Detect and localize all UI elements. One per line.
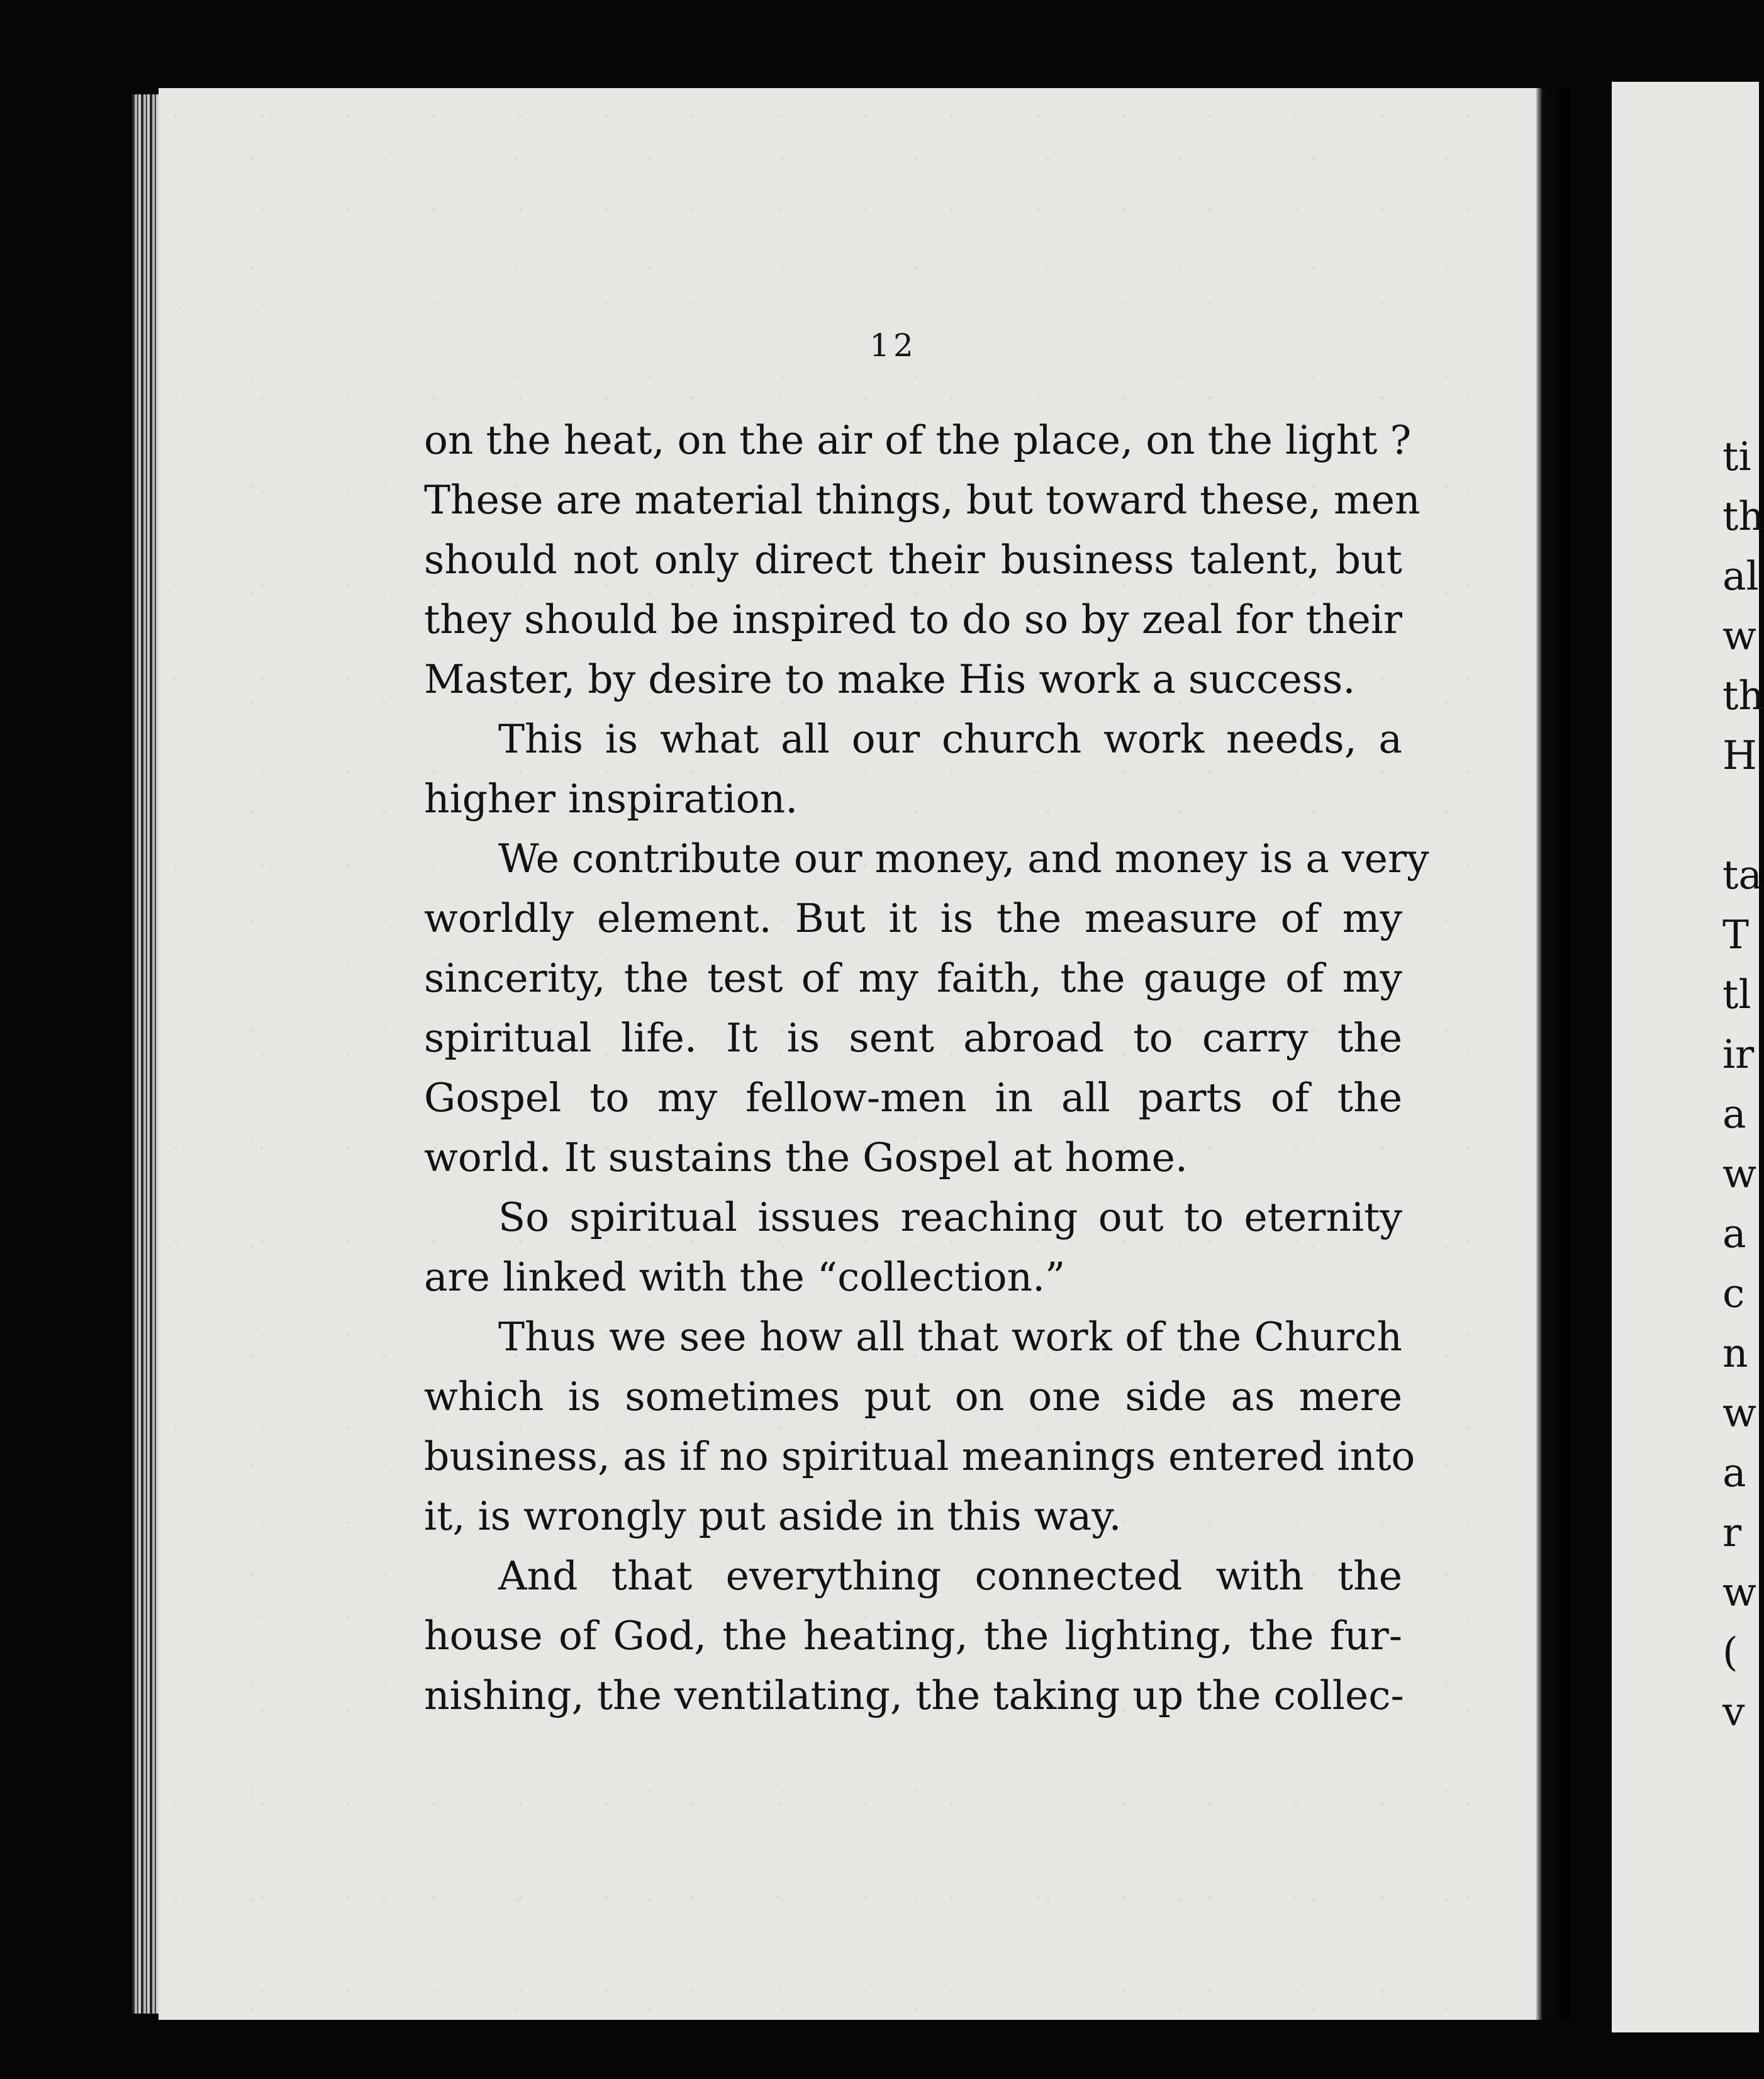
text-line: So spiritual issues reaching out to eternity — [498, 1194, 1402, 1240]
facing-page-fragment: ir — [1722, 1031, 1755, 1077]
page-text — [424, 410, 1429, 1725]
facing-page-fragment: al — [1722, 553, 1759, 599]
paragraph — [424, 829, 1429, 1187]
text-line: on the heat, on the air of the place, on the light ? — [424, 417, 1412, 463]
page-number: 12 — [869, 327, 917, 364]
facing-page-fragment: w — [1722, 1390, 1756, 1436]
paragraph — [424, 709, 1402, 829]
facing-page-fragment: th — [1722, 673, 1764, 719]
facing-page-fragment: c — [1722, 1270, 1745, 1316]
text-line: should not only direct their business talent, but — [424, 537, 1402, 583]
text-line: worldly element. But it is the measure of my — [424, 895, 1402, 941]
text-line: they should be inspired to do so by zeal for their — [424, 597, 1402, 642]
paragraph — [424, 1187, 1402, 1307]
text-line: And that everything connected with the — [498, 1553, 1402, 1599]
text-line: We contribute our money, and money is a very — [498, 836, 1429, 882]
paragraph — [424, 410, 1421, 709]
text-line: spiritual life. It is sent abroad to carry the — [424, 1015, 1402, 1061]
text-line: This is what all our church work needs, a — [498, 716, 1402, 762]
text-line: it, is wrongly put aside in this way. — [424, 1493, 1122, 1539]
text-line: Gospel to my fellow-men in all parts of the — [424, 1075, 1402, 1121]
facing-page-fragment: ti — [1722, 434, 1751, 479]
text-line: These are material things, but toward these, men — [424, 477, 1421, 523]
facing-page-fragment: a — [1722, 1211, 1746, 1257]
book-page-edges — [132, 94, 161, 2014]
facing-page-fragment: a — [1722, 1450, 1746, 1496]
text-line: sincerity, the test of my faith, the gauge of my — [424, 955, 1402, 1001]
text-line: nishing, the ventilating, the taking up the collec- — [424, 1673, 1404, 1718]
paragraph — [424, 1307, 1415, 1546]
facing-page-fragment: r — [1722, 1510, 1742, 1555]
facing-page-text-fragments — [1722, 427, 1764, 1742]
facing-page-fragment: w — [1722, 1569, 1756, 1615]
facing-page-fragment: a — [1722, 1091, 1746, 1137]
facing-page-fragment: ta — [1722, 852, 1762, 898]
text-line: world. It sustains the Gospel at home. — [424, 1135, 1188, 1180]
paragraph — [424, 1546, 1402, 1725]
facing-page-fragment: w — [1722, 1151, 1756, 1197]
facing-page-fragment: v — [1722, 1689, 1745, 1735]
facing-page-fragment: th — [1722, 493, 1764, 539]
facing-page-fragment: H — [1722, 732, 1757, 778]
text-line: higher inspiration. — [424, 776, 798, 822]
book-gutter — [1536, 88, 1570, 2020]
facing-page-fragment: ( — [1722, 1629, 1738, 1675]
facing-page-fragment — [1722, 785, 1759, 845]
text-line: business, as if no spiritual meanings entered into — [424, 1433, 1415, 1479]
text-line: house of God, the heating, the lighting, the fur- — [424, 1613, 1402, 1659]
text-line: Thus we see how all that work of the Church — [498, 1314, 1402, 1360]
text-line: are linked with the “collection.” — [424, 1254, 1066, 1300]
text-line: which is sometimes put on one side as mere — [424, 1374, 1402, 1420]
facing-page-fragment: T — [1722, 912, 1750, 958]
facing-page-fragment: w — [1722, 613, 1756, 659]
facing-page-fragment: n — [1722, 1330, 1748, 1376]
text-line: Master, by desire to make His work a success. — [424, 656, 1356, 702]
facing-page-fragment: tl — [1722, 972, 1751, 1017]
